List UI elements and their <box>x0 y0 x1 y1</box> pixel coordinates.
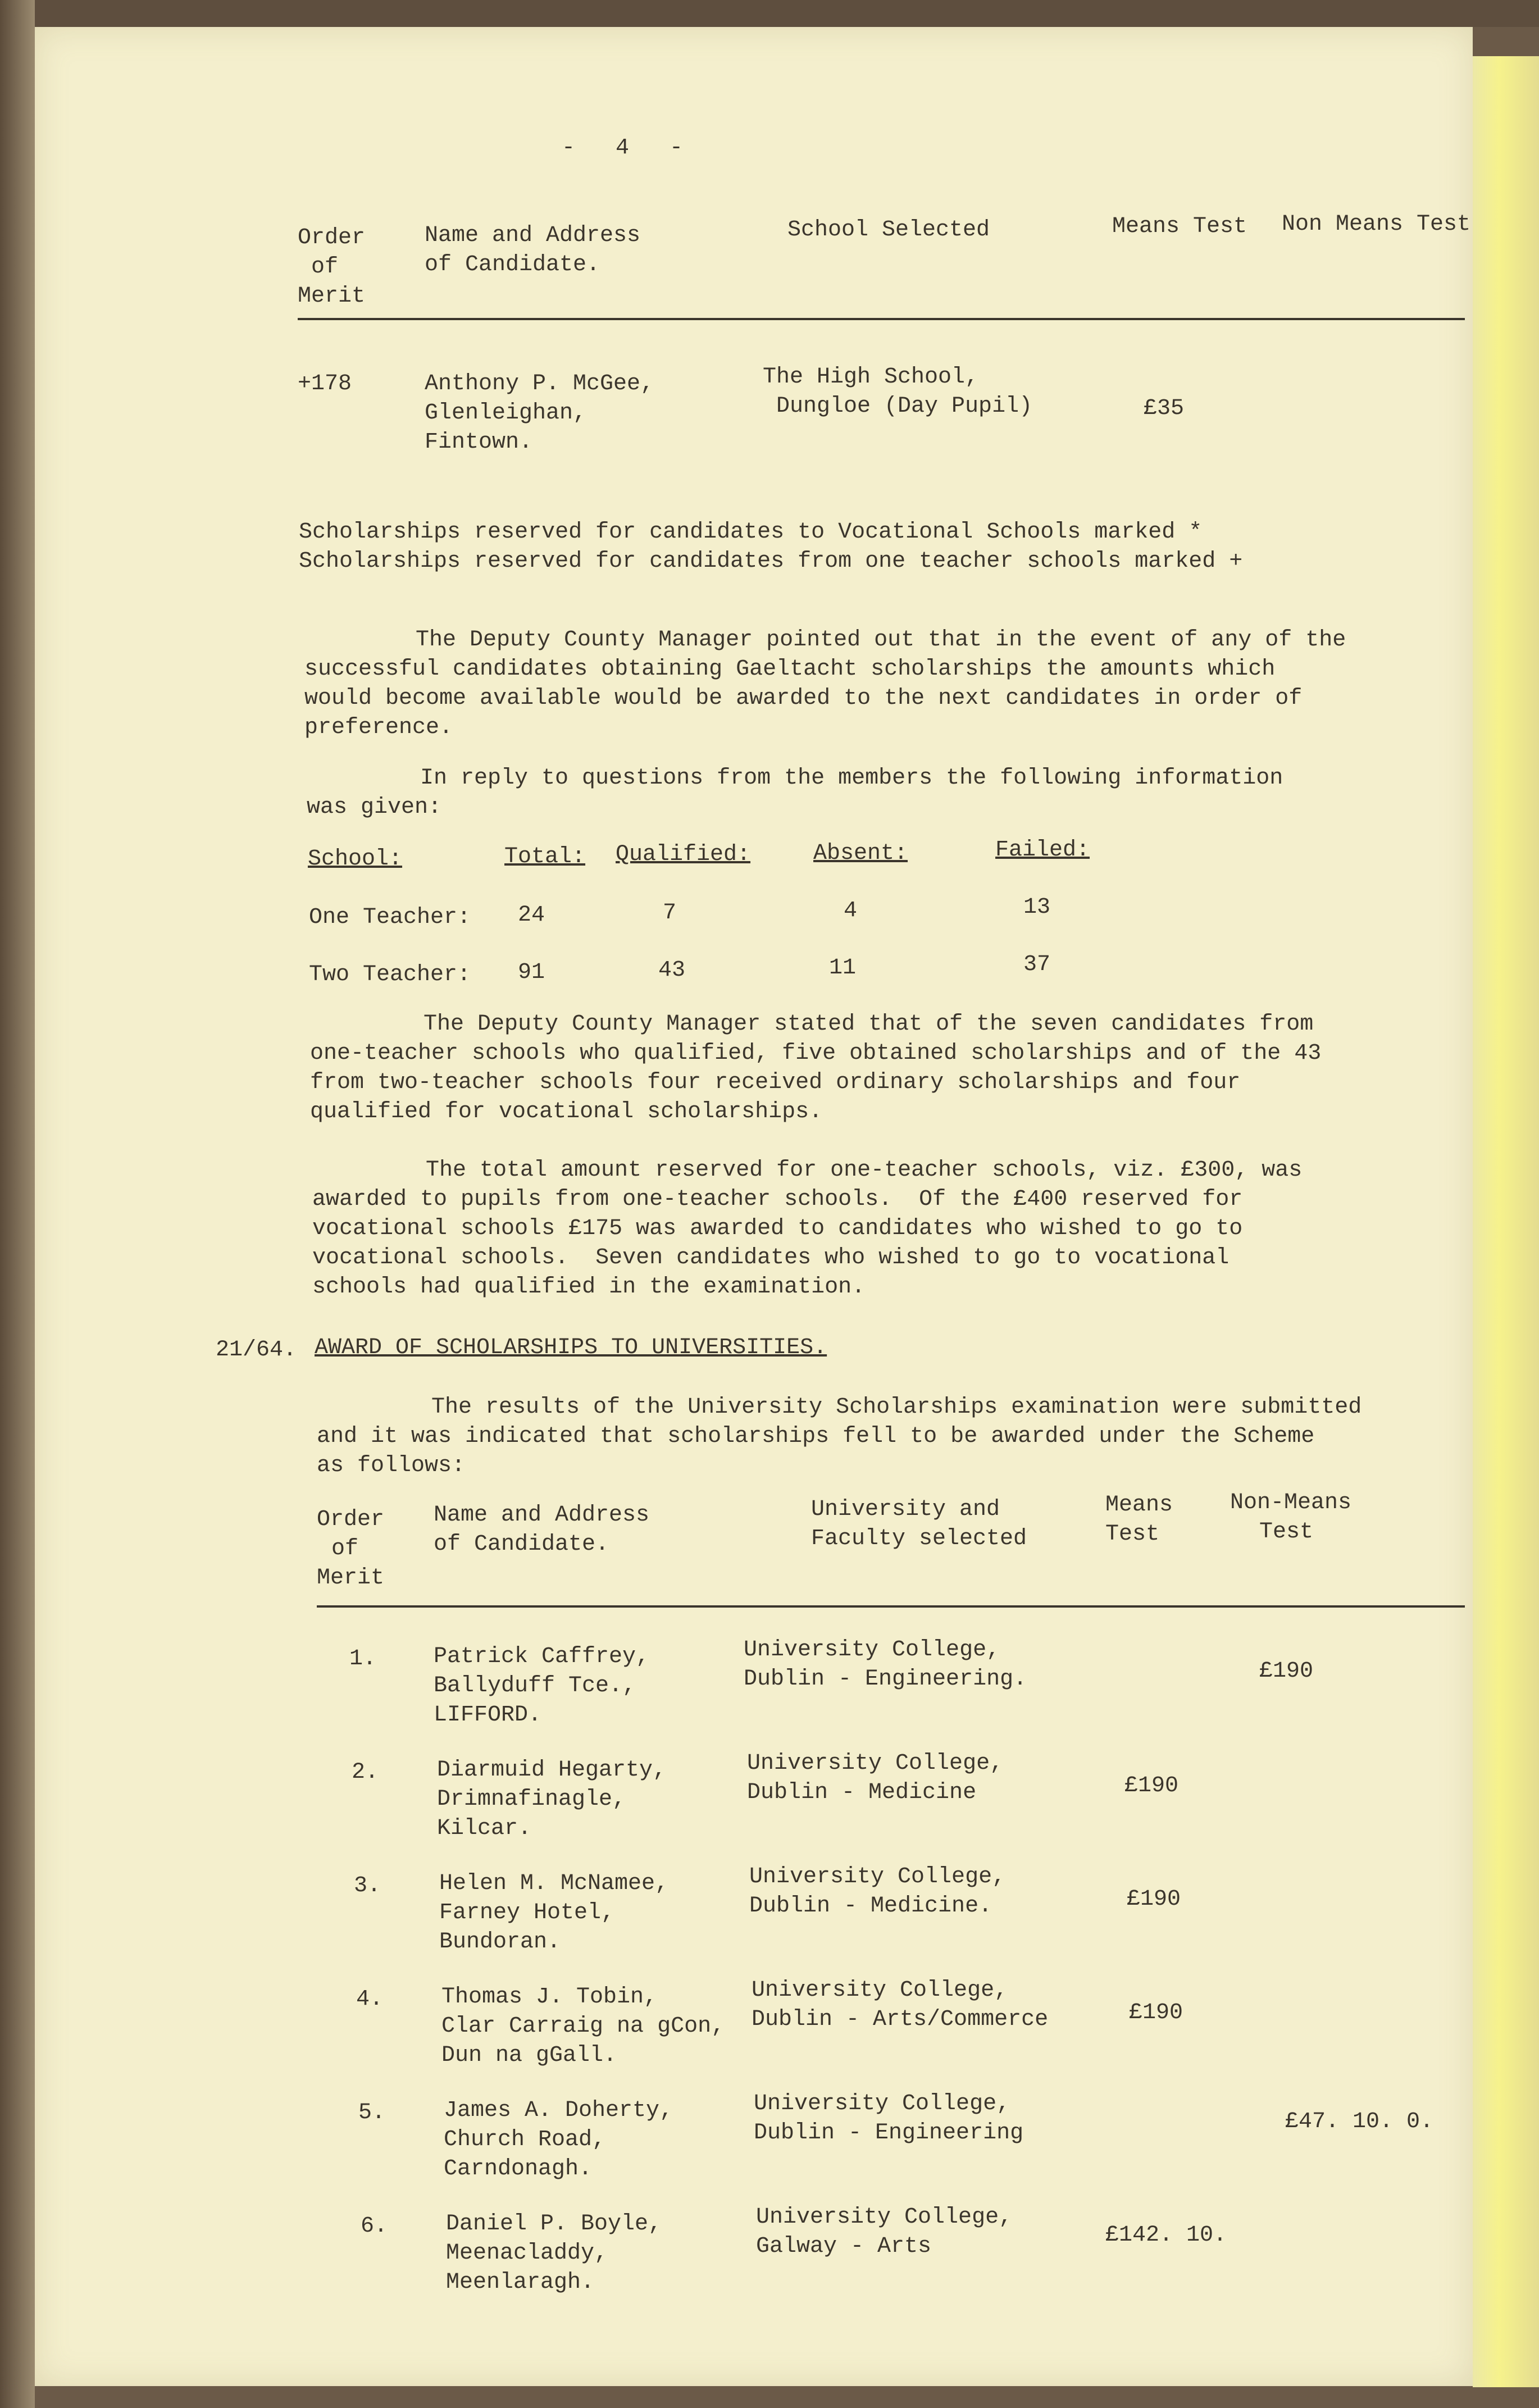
row-means: £190 <box>1124 1773 1179 1799</box>
row-name-line: Kilcar. <box>437 1816 532 1841</box>
page-stack-edge <box>1473 56 1539 2387</box>
section-number: 21/64. <box>216 1337 297 1363</box>
header-name-2: of Candidate. <box>425 252 600 277</box>
row-name-line: LIFFORD. <box>434 1703 542 1728</box>
row-univ-line: Dublin - Arts/Commerce <box>752 2007 1049 2032</box>
stats-cell: Two Teacher: <box>309 962 471 987</box>
row-order: 6. <box>361 2214 388 2239</box>
header-of: of <box>331 1536 359 1562</box>
row-order: 5. <box>358 2100 386 2125</box>
row-order: 1. <box>349 1646 377 1672</box>
header-name-2: of Candidate. <box>434 1532 609 1557</box>
paragraph-line: awarded to pupils from one-teacher schools. Of the £400 reserved for <box>312 1187 1243 1212</box>
stats-header: Failed: <box>995 837 1090 863</box>
header-means: Means <box>1105 1492 1173 1518</box>
row-univ-line: University College, <box>744 1637 1000 1663</box>
header-merit: Merit <box>317 1565 385 1591</box>
paragraph-line: vocational schools £175 was awarded to candidates who wished to go to <box>312 1216 1243 1241</box>
stats-header: Qualified: <box>616 842 751 867</box>
row-univ-line: Dublin - Engineering <box>754 2120 1024 2146</box>
header-non-means-2: Test <box>1259 1519 1314 1545</box>
row-name-line: Patrick Caffrey, <box>434 1644 650 1669</box>
row-name-line: Drimnafinagle, <box>437 1787 626 1812</box>
row-univ-line: University College, <box>752 1978 1008 2003</box>
stats-cell: 4 <box>844 898 858 923</box>
paragraph-line: would become available would be awarded to the next candidates in order of <box>304 686 1303 711</box>
row-univ-line: University College, <box>747 1751 1004 1776</box>
row-univ-line: Galway - Arts <box>756 2234 932 2259</box>
paragraph-line: vocational schools. Seven candidates who wished to go to vocational <box>312 1245 1230 1271</box>
stats-cell: 43 <box>658 958 686 983</box>
stats-cell: One Teacher: <box>309 905 471 930</box>
row-name-line: Church Road, <box>444 2127 606 2152</box>
header-school: School Selected <box>787 217 990 243</box>
header-non-means: Non Means Test <box>1282 212 1471 237</box>
row-name-line: Dun na gGall. <box>441 2043 617 2068</box>
row-univ-line: University College, <box>749 1864 1006 1890</box>
stats-cell: 24 <box>518 903 545 928</box>
header-merit: Merit <box>298 284 366 309</box>
entry-order: +178 <box>298 371 352 397</box>
paragraph-line: as follows: <box>317 1453 466 1478</box>
row-univ-line: Dublin - Medicine. <box>749 1893 992 1919</box>
page-number: - 4 - <box>562 135 684 161</box>
paragraph-line: schools had qualified in the examination. <box>312 1274 866 1300</box>
paragraph-line: preference. <box>304 715 453 740</box>
paragraph-line: The total amount reserved for one-teacher schools, viz. £300, was <box>426 1158 1303 1183</box>
paragraph-line: In reply to questions from the members the following information <box>420 766 1283 791</box>
paragraph-line: successful candidates obtaining Gaeltacht scholarships the amounts which <box>304 657 1276 682</box>
row-univ-line: Dublin - Engineering. <box>744 1667 1027 1692</box>
paragraph-line: from two-teacher schools four received ordinary scholarships and four <box>310 1070 1241 1095</box>
stats-cell: 11 <box>829 955 857 981</box>
paragraph-line: The Deputy County Manager pointed out that in the event of any of the <box>416 627 1346 653</box>
header-university-2: Faculty selected <box>811 1526 1027 1551</box>
row-univ-line: University College, <box>756 2205 1013 2230</box>
row-name-line: Diarmuid Hegarty, <box>437 1758 667 1783</box>
paragraph-line: and it was indicated that scholarships fell to be awarded under the Scheme <box>317 1424 1315 1449</box>
row-name-line: Helen M. McNamee, <box>439 1871 669 1896</box>
header-rule <box>298 318 1465 320</box>
entry-school-line: The High School, <box>763 365 979 390</box>
paragraph-line: was given: <box>307 795 442 820</box>
row-name-line: Farney Hotel, <box>439 1900 615 1926</box>
document-page <box>35 27 1473 2386</box>
entry-school-line: Dungloe (Day Pupil) <box>776 394 1033 419</box>
row-name-line: Carndonagh. <box>444 2156 593 2182</box>
page-top-edge <box>0 0 1539 27</box>
paragraph-line: The results of the University Scholarships examination were submitted <box>431 1395 1362 1420</box>
header-means-2: Test <box>1105 1522 1160 1547</box>
section-title: AWARD OF SCHOLARSHIPS TO UNIVERSITIES. <box>315 1335 827 1360</box>
row-name-line: Meenacladdy, <box>446 2241 608 2266</box>
row-name-line: Clar Carraig na gCon, <box>441 2014 725 2039</box>
header-name: Name and Address <box>434 1503 650 1528</box>
stats-header: School: <box>308 846 403 872</box>
stats-header: Absent: <box>813 841 908 866</box>
header-of: of <box>311 254 339 280</box>
header-order: Order <box>298 225 366 251</box>
binding-edge <box>0 0 35 2408</box>
row-name-line: Ballyduff Tce., <box>434 1673 636 1699</box>
row-non-means: £47. 10. 0. <box>1285 2109 1434 2134</box>
row-name-line: Bundoran. <box>439 1929 561 1955</box>
entry-name-line: Glenleighan, <box>425 400 587 426</box>
note-line: Scholarships reserved for candidates to Vocational Schools marked * <box>299 520 1203 545</box>
row-univ-line: Dublin - Medicine <box>747 1780 977 1805</box>
row-non-means: £190 <box>1259 1659 1314 1684</box>
row-means: £190 <box>1129 2000 1183 2025</box>
header-rule <box>317 1605 1465 1608</box>
entry-name-line: Fintown. <box>425 430 533 455</box>
row-means: £190 <box>1127 1887 1181 1912</box>
row-univ-line: University College, <box>754 2091 1010 2116</box>
header-name: Name and Address <box>425 223 641 248</box>
row-means: £142. 10. <box>1105 2223 1227 2248</box>
stats-cell: 7 <box>663 900 677 926</box>
header-means: Means Test <box>1112 214 1247 239</box>
row-order: 3. <box>354 1873 381 1899</box>
paragraph-line: The Deputy County Manager stated that of the seven candidates from <box>424 1012 1314 1037</box>
note-line: Scholarships reserved for candidates from one teacher schools marked + <box>299 549 1243 574</box>
stats-header: Total: <box>504 844 586 870</box>
row-order: 2. <box>352 1760 379 1785</box>
paragraph-line: one-teacher schools who qualified, five obtained scholarships and of the 43 <box>310 1041 1322 1066</box>
stats-cell: 91 <box>518 960 545 985</box>
row-order: 4. <box>356 1987 384 2012</box>
stats-cell: 37 <box>1023 952 1051 977</box>
row-name-line: Daniel P. Boyle, <box>446 2211 662 2237</box>
paragraph-line: qualified for vocational scholarships. <box>310 1099 823 1125</box>
row-name-line: Meenlaragh. <box>446 2270 595 2295</box>
stats-cell: 13 <box>1023 895 1051 920</box>
entry-means: £35 <box>1144 396 1185 421</box>
entry-name-line: Anthony P. McGee, <box>425 371 654 397</box>
header-non-means: Non-Means <box>1230 1490 1352 1515</box>
row-name-line: Thomas J. Tobin, <box>441 1984 658 2010</box>
row-name-line: James A. Doherty, <box>444 2098 673 2123</box>
header-order: Order <box>317 1507 385 1532</box>
header-university: University and <box>811 1497 1000 1522</box>
